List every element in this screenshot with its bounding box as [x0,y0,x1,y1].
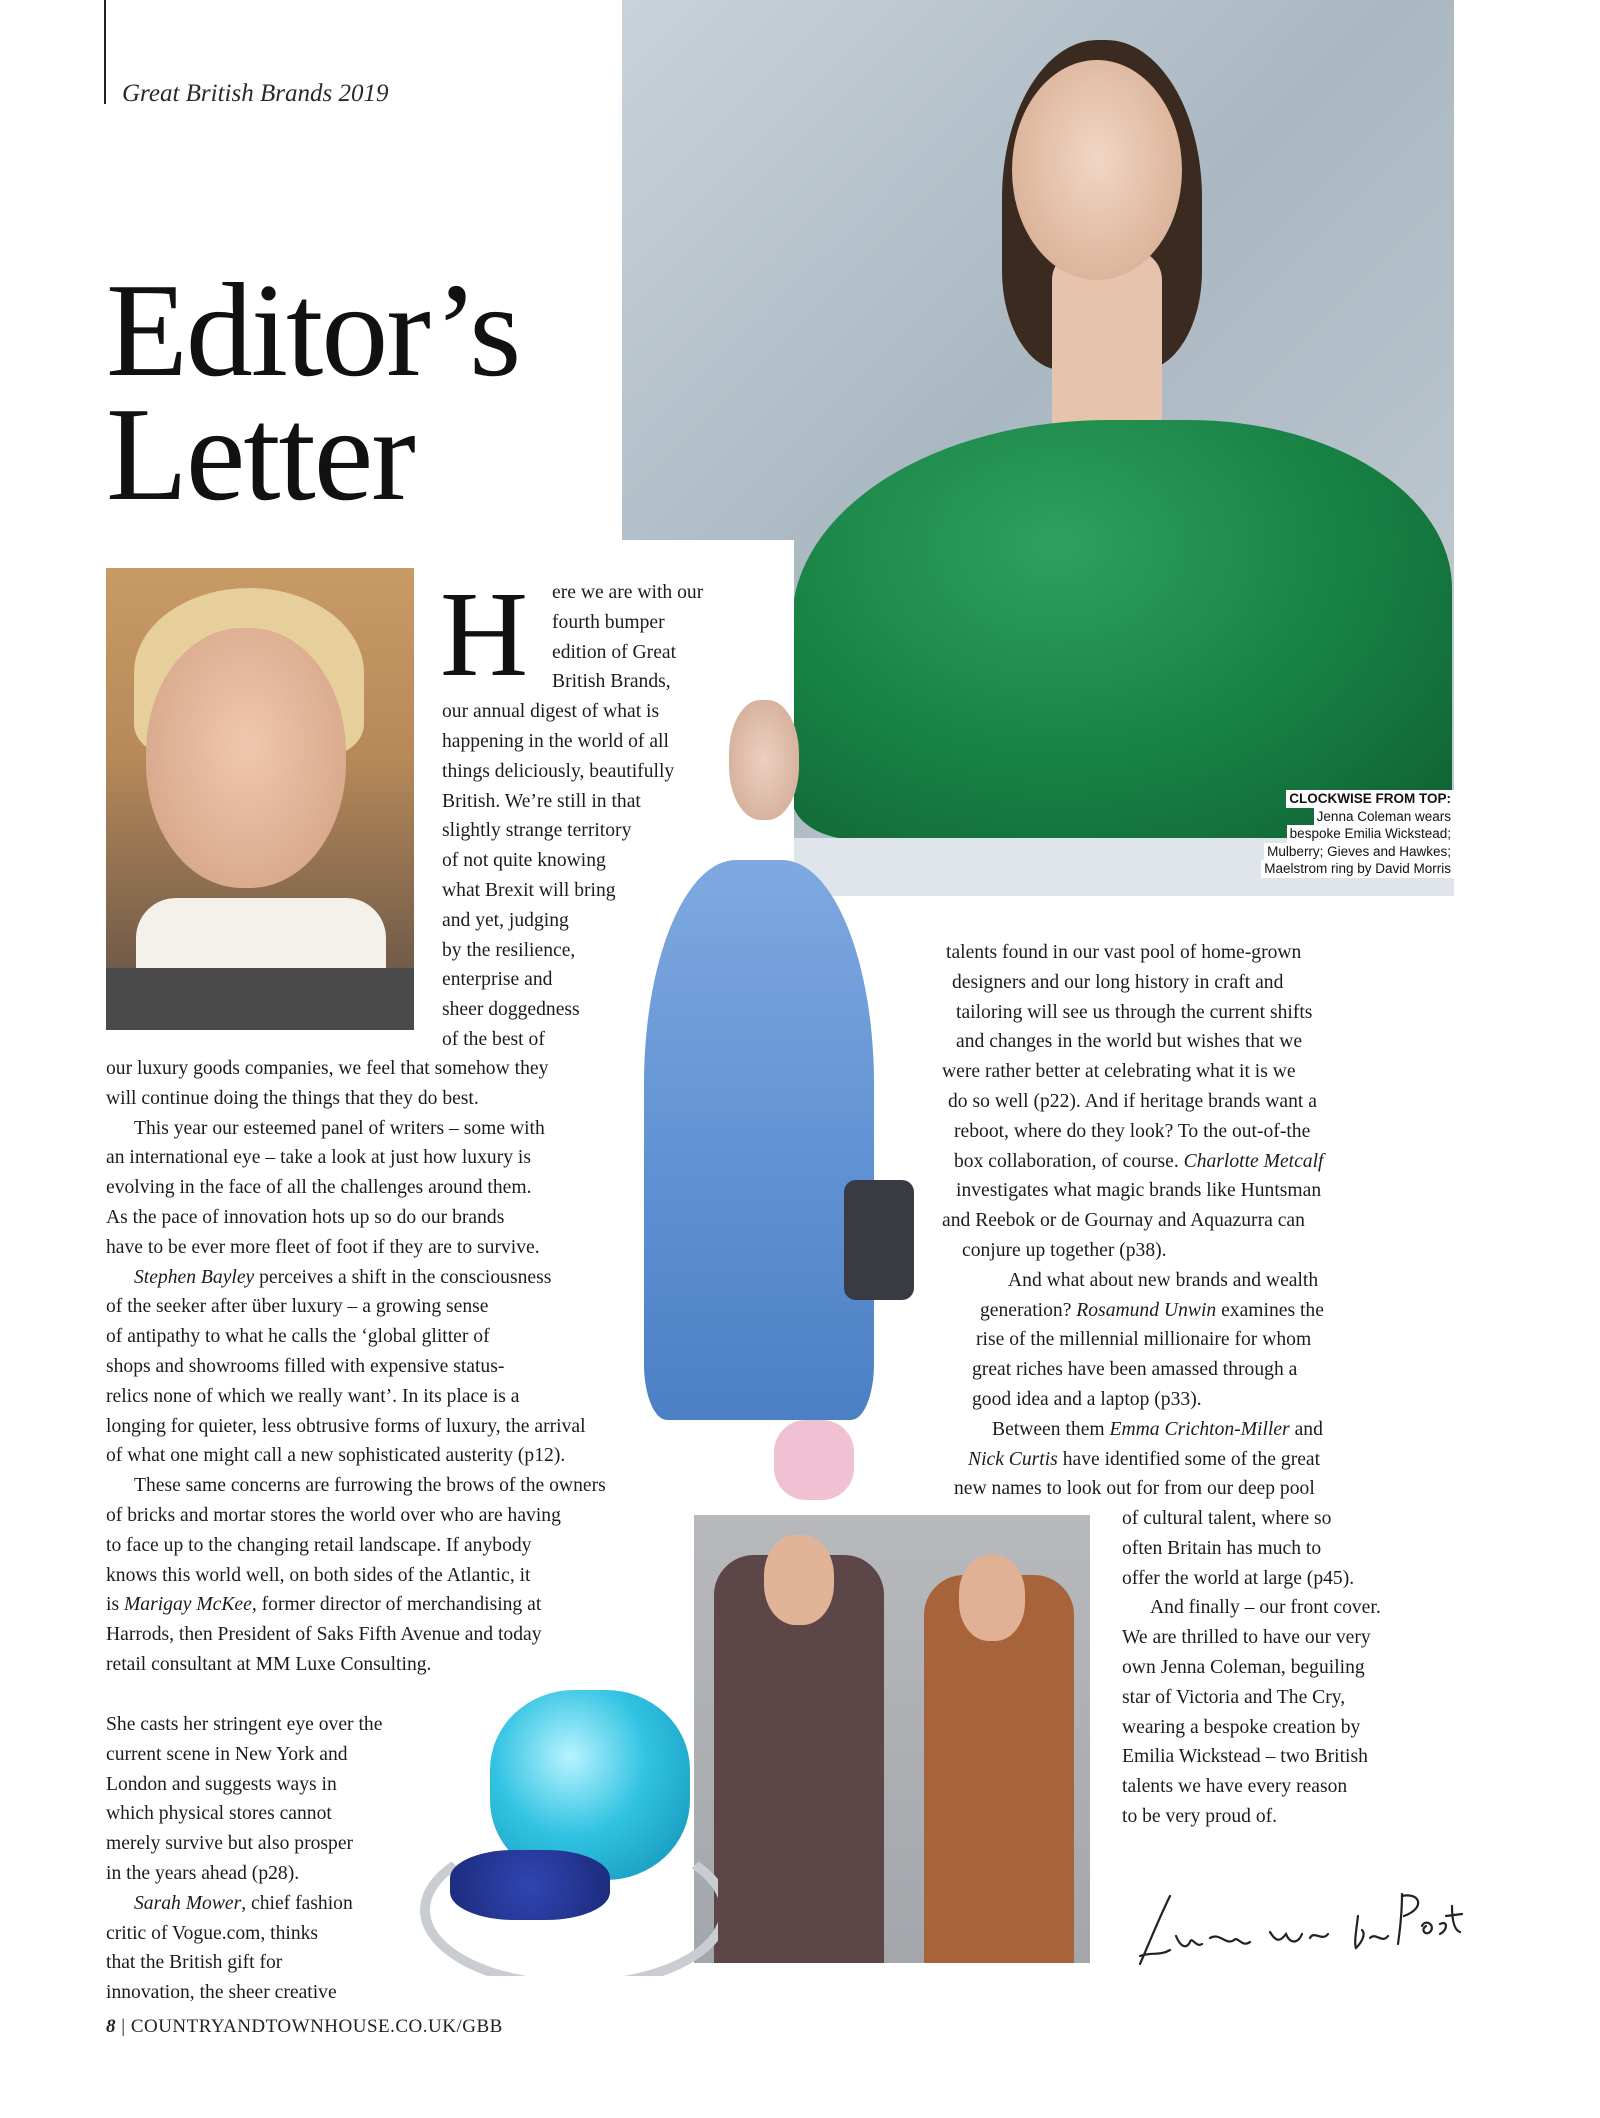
text-line: of the seeker after über luxury – a growing sense [106,1296,489,1318]
text-line: innovation, the sheer creative [106,1982,337,2004]
footer-url: COUNTRYANDTOWNHOUSE.CO.UK/GBB [130,2016,503,2037]
body-column-1b [106,1054,606,1680]
page-footer [106,2016,503,2038]
text-line: generation? Rosamund Unwin examines the [980,1299,1324,1321]
text-line: British. We’re still in that [442,790,641,812]
text-line: sheer doggedness [442,999,580,1021]
text-line: box collaboration, of course. Charlotte Metcalf [954,1150,1324,1172]
runway-model-photo [604,700,934,1518]
text-line: new names to look out for from our deep pool [954,1478,1315,1500]
text-line: current scene in New York and [106,1743,348,1765]
header-rule [104,0,106,104]
text-line: knows this world well, on both sides of the Atlantic, it [106,1564,531,1586]
text-line: relics none of which we really want’. In its place is a [106,1385,520,1407]
text-line: talents found in our vast pool of home-grown [946,942,1302,963]
page-number: 8 [106,2016,116,2037]
text-line: She casts her stringent eye over the [106,1714,383,1735]
text-line: Nick Curtis have identified some of the great [968,1448,1321,1470]
text-line: Between them Emma Crichton-Miller and [992,1418,1323,1440]
text-line: happening in the world of all [442,730,669,752]
title-line: Editor’s [106,256,520,404]
text-line: reboot, where do they look? To the out-of-the [954,1120,1311,1142]
text-line: and Reebok or de Gournay and Aquazurra can [942,1210,1305,1232]
page-title [106,256,520,528]
text-line: which physical stores cannot [106,1803,332,1825]
text-line: of what one might call a new sophisticated austerity (p12). [106,1445,566,1467]
text-line: do so well (p22). And if heritage brands want a [948,1090,1317,1112]
text-line: longing for quieter, less obtrusive forms of luxury, the arrival [106,1415,586,1437]
caption-line: Jenna Coleman wears [1314,808,1454,826]
text-line: designers and our long history in craft and [952,971,1284,993]
text-line: by the resilience, [442,939,576,961]
text-line: slightly strange territory [442,820,632,842]
text-line: British Brands, [552,671,671,693]
text-line: is Marigay McKee, former director of merchandising at [106,1594,542,1616]
text-line: Harrods, then President of Saks Fifth Avenue and today [106,1624,542,1646]
title-line: Letter [106,380,414,528]
text-line: good idea and a laptop (p33). [972,1388,1202,1410]
text-line: that the British gift for [106,1952,283,1974]
text-line: conjure up together (p38). [962,1239,1167,1261]
text-line: We are thrilled to have our very [1122,1627,1371,1649]
text-line: London and suggests ways in [106,1773,337,1795]
text-line: This year our esteemed panel of writers – some with [134,1117,545,1139]
editor-signature [1130,1886,1470,1976]
text-line: Stephen Bayley perceives a shift in the consciousness [134,1266,552,1288]
text-line: And finally – our front cover. [1150,1597,1381,1619]
text-line: tailoring will see us through the current shifts [956,1001,1313,1023]
text-line: talents we have every reason [1122,1776,1348,1798]
text-line: and yet, judging [442,909,569,931]
text-line: investigates what magic brands like Huntsman [956,1180,1322,1202]
text-line: of the best of [442,1028,545,1050]
text-line: of cultural talent, where so [1122,1508,1332,1529]
text-line: rise of the millennial millionaire for whom [976,1329,1312,1351]
caption-line: Maelstrom ring by David Morris [1261,860,1454,878]
text-line: Sarah Mower, chief fashion [134,1892,353,1914]
body-column-3 [1122,1504,1381,1832]
text-line: merely survive but also prosper [106,1833,354,1855]
body-column-1c [106,1710,382,2008]
caption-heading: CLOCKWISE FROM TOP: [1286,790,1454,808]
running-head: Great British Brands 2019 [122,80,389,107]
text-line: star of Victoria and The Cry, [1122,1686,1346,1708]
caption-line: Mulberry; Gieves and Hawkes; [1264,843,1454,861]
text-line: offer the world at large (p45). [1122,1567,1355,1589]
text-line: Emilia Wickstead – two British [1122,1746,1368,1768]
text-line: shops and showrooms filled with expensive status- [106,1355,505,1377]
text-line: wearing a bespoke creation by [1122,1716,1361,1738]
drop-cap: H [440,567,529,702]
text-line: often Britain has much to [1122,1537,1322,1559]
text-line: an international eye – take a look at just how luxury is [106,1147,531,1169]
caption-line: bespoke Emilia Wickstead; [1287,825,1454,843]
text-line: critic of Vogue.com, thinks [106,1922,319,1944]
text-line: of bricks and mortar stores the world over who are having [106,1504,561,1526]
text-line: have to be ever more fleet of foot if they are to survive. [106,1236,540,1258]
editor-portrait-photo [106,568,414,1030]
text-line: ere we are with our [552,582,704,603]
footer-separator: | [121,2016,126,2037]
text-line: evolving in the face of all the challenges around them. [106,1177,532,1199]
text-line: and changes in the world but wishes that we [956,1031,1303,1053]
text-line: to be very proud of. [1122,1805,1278,1827]
text-line: things deliciously, beautifully [442,760,675,782]
text-line: These same concerns are furrowing the brows of the owners [134,1475,606,1497]
ring-photo [420,1680,718,1976]
text-line: in the years ahead (p28). [106,1862,300,1884]
text-line: And what about new brands and wealth [1008,1269,1319,1291]
body-column-2 [942,938,1324,1504]
text-line: our annual digest of what is [442,701,660,723]
text-line: enterprise and [442,969,553,991]
text-line: fourth bumper [552,611,665,633]
text-line: of antipathy to what he calls the ‘global glitter of [106,1326,490,1348]
text-line: edition of Great [552,641,677,663]
text-line: great riches have been amassed through a [972,1359,1298,1381]
menswear-photo [694,1515,1090,1963]
text-line: own Jenna Coleman, beguiling [1122,1656,1365,1678]
text-line: were rather better at celebrating what it is we [942,1061,1296,1083]
text-line: to face up to the changing retail landscape. If anybody [106,1534,532,1556]
text-line: retail consultant at MM Luxe Consulting. [106,1653,432,1675]
text-line: what Brexit will bring [442,879,616,901]
text-line: of not quite knowing [442,850,606,872]
photo-caption [1261,790,1454,878]
text-line: will continue doing the things that they do best. [106,1087,479,1109]
text-line: our luxury goods companies, we feel that somehow they [106,1058,549,1079]
text-line: As the pace of innovation hots up so do our brands [106,1206,505,1228]
